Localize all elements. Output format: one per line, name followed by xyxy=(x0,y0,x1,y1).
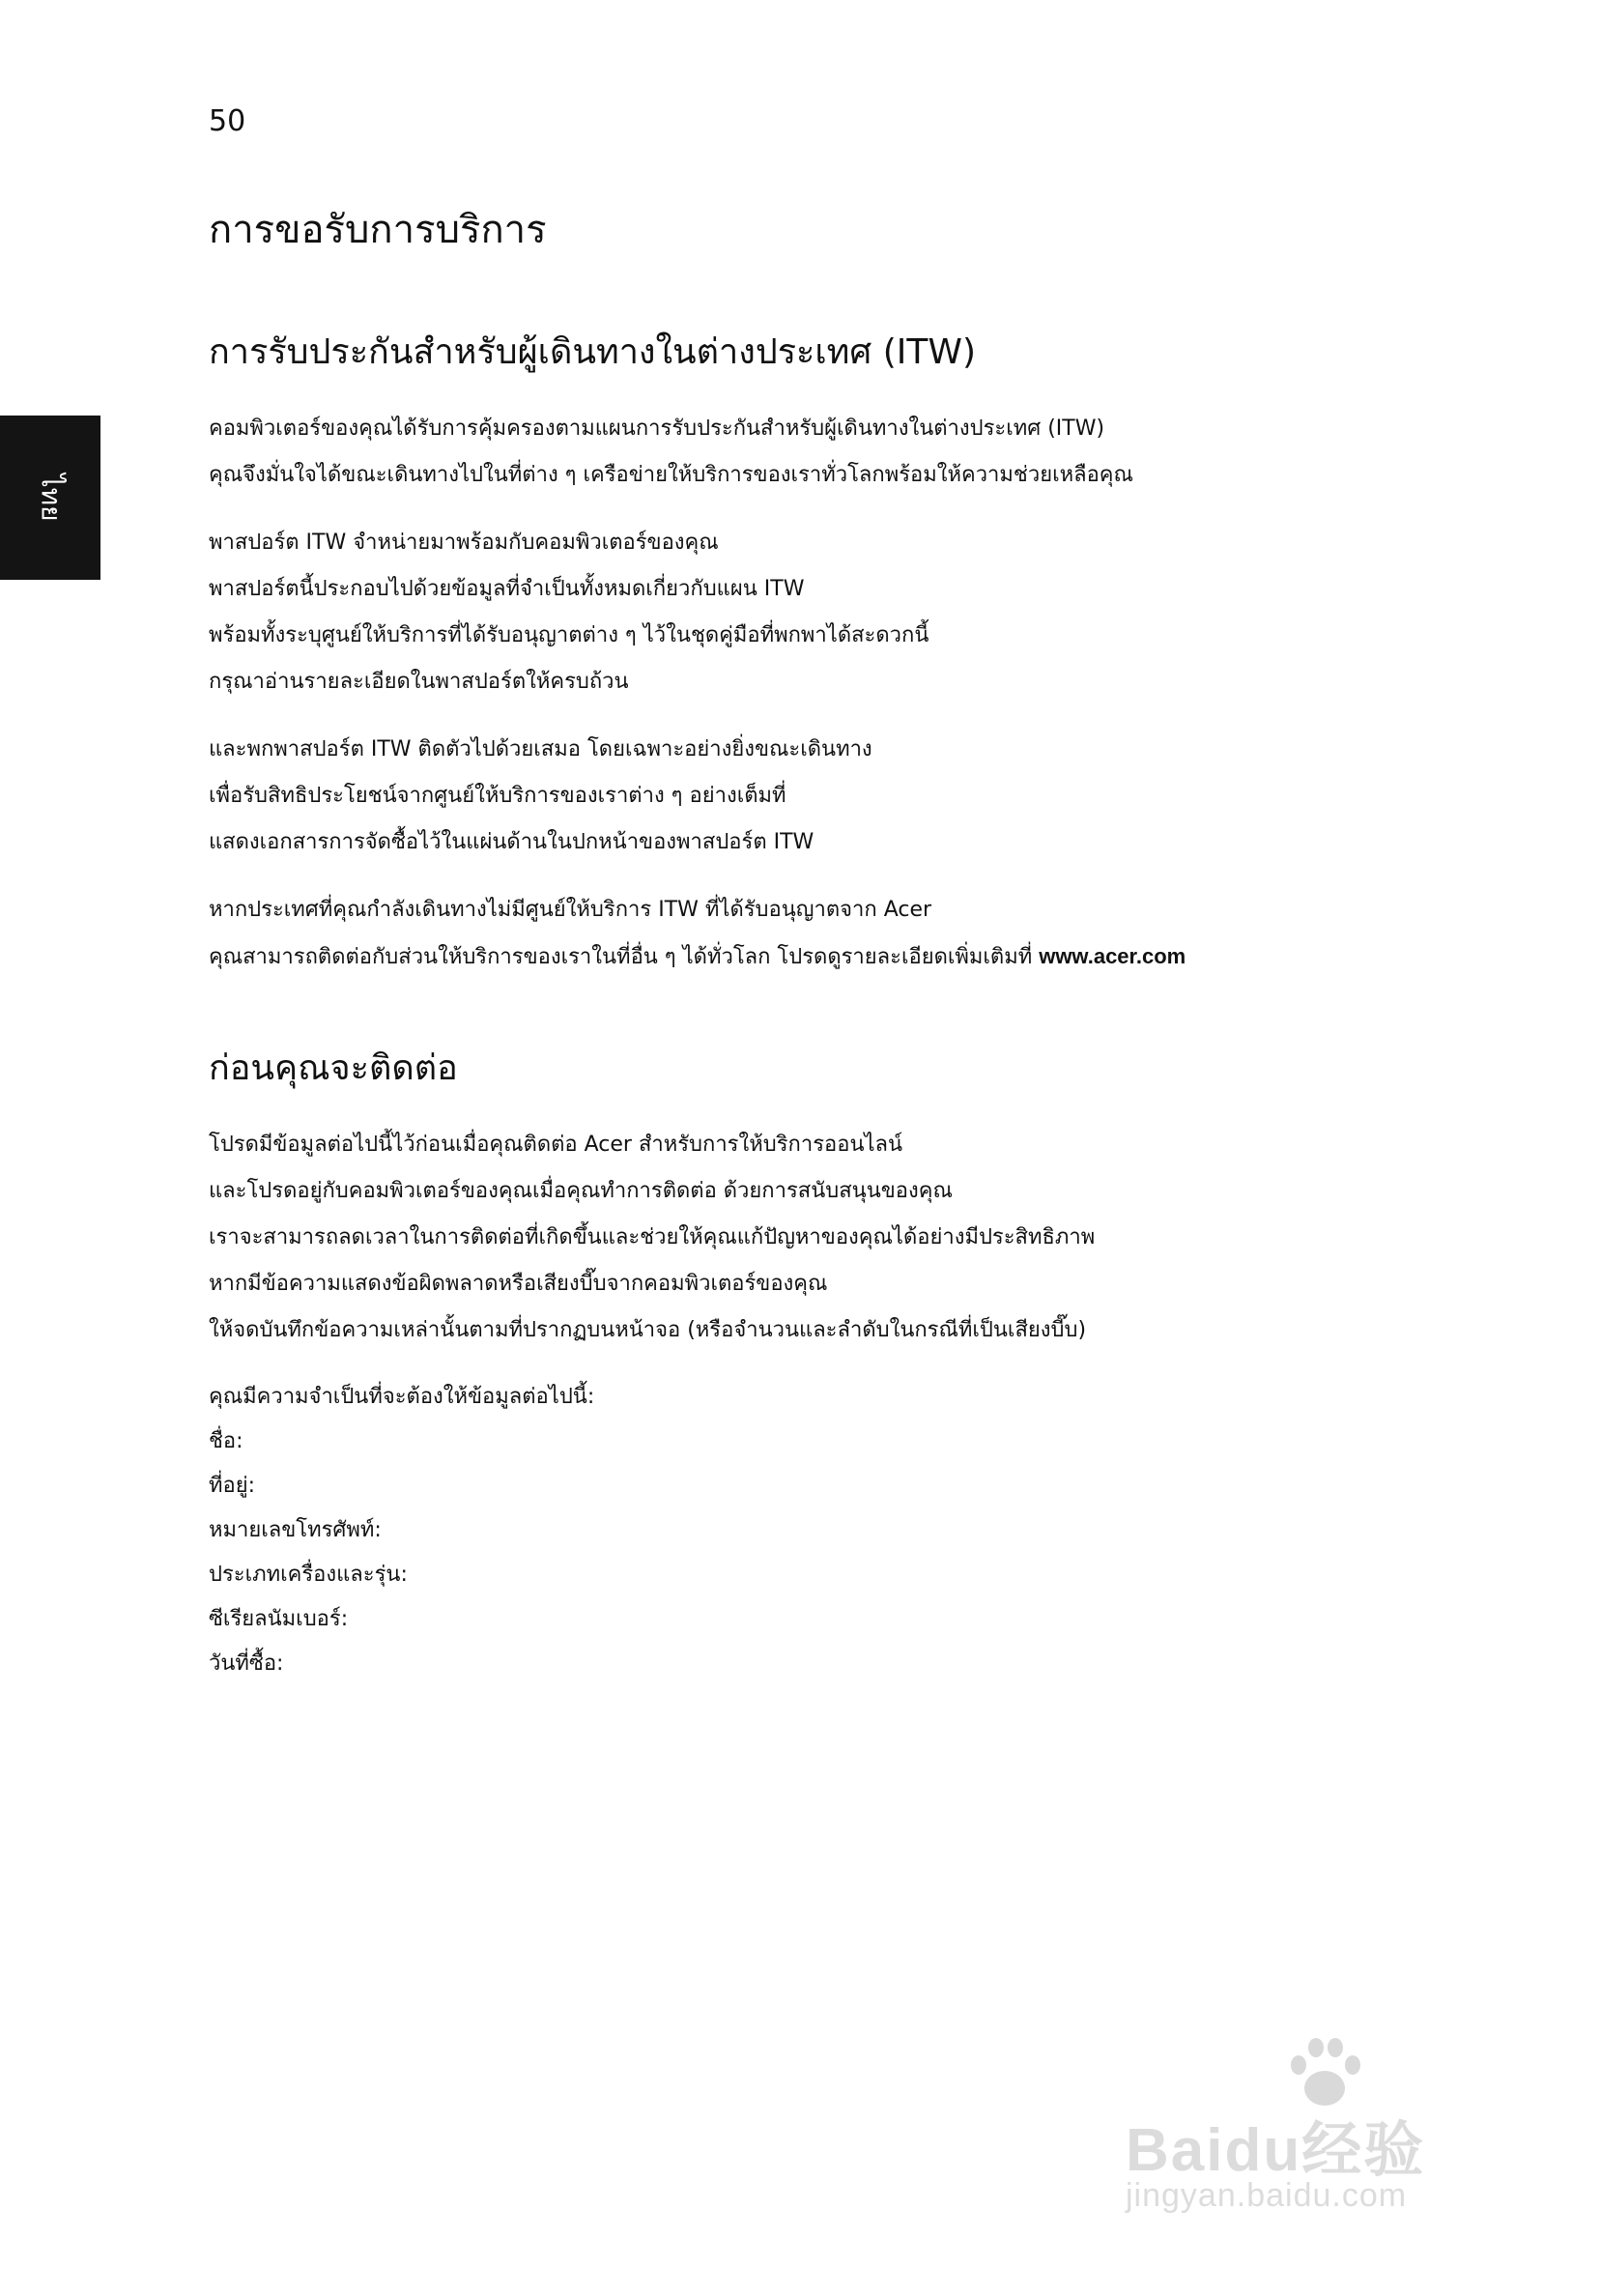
text-line: คุณจึงมั่นใจได้ขณะเดินทางไปในที่ต่าง ๆ เครือข่ายให้บริการของเราทั่วโลกพร้อมให้ความช่วยเหลือคุณ xyxy=(209,463,1133,487)
text-line: เพื่อรับสิทธิประโยชน์จากศูนย์ให้บริการของเราต่าง ๆ อย่างเต็มที่ xyxy=(209,784,786,808)
text-line: หากมีข้อความแสดงข้อผิดพลาดหรือเสียงบี๊บจากคอมพิวเตอร์ของคุณ xyxy=(209,1272,828,1296)
itw-heading: การรับประกันสำหรับผู้เดินทางในต่างประเทศ (ITW) xyxy=(209,332,976,372)
text-line-prefix: คุณสามารถติดต่อกับส่วนให้บริการของเราในที่อื่น ๆ ได้ทั่วโลก โปรดดูรายละเอียดเพิ่มเติมที่ xyxy=(209,945,1040,969)
text-line: และพกพาสปอร์ต ITW ติดตัวไปด้วยเสมอ โดยเฉพาะอย่างยิ่งขณะเดินทาง xyxy=(209,737,872,761)
text-line: หากประเทศที่คุณกำลังเดินทางไม่มีศูนย์ให้บริการ ITW ที่ได้รับอนุญาตจาก Acer xyxy=(209,898,932,922)
page-number: 50 xyxy=(209,104,246,138)
contact-paragraph xyxy=(209,1122,1465,1354)
itw-paragraph-3 xyxy=(209,727,1465,866)
acer-website-link[interactable]: www.acer.com xyxy=(1039,944,1186,968)
field-serial-number: ซีเรียลนัมเบอร์: xyxy=(209,1607,349,1631)
text-line: คอมพิวเตอร์ของคุณได้รับการคุ้มครองตามแผนการรับประกันสำหรับผู้เดินทางในต่างประเทศ (ITW) xyxy=(209,416,1105,441)
text-line: กรุณาอ่านรายละเอียดในพาสปอร์ตให้ครบถ้วน xyxy=(209,670,629,694)
text-line-with-link xyxy=(209,933,1465,981)
field-phone-number: หมายเลขโทรศัพท์: xyxy=(209,1518,382,1542)
page-content xyxy=(209,203,1465,1686)
required-info-list xyxy=(209,1420,1465,1686)
required-info-intro: คุณมีความจำเป็นที่จะต้องให้ข้อมูลต่อไปนี้: xyxy=(209,1385,595,1409)
page-title: การขอรับการบริการ xyxy=(209,208,547,252)
text-line: โปรดมีข้อมูลต่อไปนี้ไว้ก่อนเมื่อคุณติดต่อ Acer สำหรับการให้บริการออนไลน์ xyxy=(209,1133,903,1157)
field-purchase-date: วันที่ซื้อ: xyxy=(209,1651,284,1676)
language-side-tab-label: ไทย xyxy=(34,474,67,522)
baidu-paw-icon xyxy=(1285,2034,1362,2111)
text-line: พาสปอร์ตนี้ประกอบไปด้วยข้อมูลที่จำเป็นทั้งหมดเกี่ยวกับแผน ITW xyxy=(209,577,805,601)
text-line: แสดงเอกสารการจัดซื้อไว้ในแผ่นด้านในปกหน้าของพาสปอร์ต ITW xyxy=(209,830,814,854)
text-line: เราจะสามารถลดเวลาในการติดต่อที่เกิดขึ้นและช่วยให้คุณแก้ปัญหาของคุณได้อย่างมีประสิทธิภาพ xyxy=(209,1225,1096,1249)
field-address: ที่อยู่: xyxy=(209,1474,256,1498)
watermark-brand: Baidu经验 xyxy=(1126,2117,1426,2184)
before-contact-heading: ก่อนคุณจะติดต่อ xyxy=(209,1048,458,1088)
itw-paragraph-2 xyxy=(209,520,1465,705)
text-line: พร้อมทั้งระบุศูนย์ให้บริการที่ได้รับอนุญาตต่าง ๆ ไว้ในชุดคู่มือที่พกพาได้สะดวกนี้ xyxy=(209,623,929,647)
language-side-tab xyxy=(0,416,100,580)
text-line: ให้จดบันทึกข้อความเหล่านั้นตามที่ปรากฏบนหน้าจอ (หรือจำนวนและลำดับในกรณีที่เป็นเสียงบี๊บ) xyxy=(209,1318,1087,1342)
field-name: ชื่อ: xyxy=(209,1429,243,1453)
text-line: และโปรดอยู่กับคอมพิวเตอร์ของคุณเมื่อคุณทำการติดต่อ ด้วยการสนับสนุนของคุณ xyxy=(209,1179,953,1203)
itw-paragraph-1 xyxy=(209,406,1465,499)
watermark-url: jingyan.baidu.com xyxy=(1126,2177,1408,2214)
text-line: พาสปอร์ต ITW จำหน่ายมาพร้อมกับคอมพิวเตอร์ของคุณ xyxy=(209,531,719,555)
field-machine-type-model: ประเภทเครื่องและรุ่น: xyxy=(209,1563,408,1587)
baidu-watermark xyxy=(1126,2034,1531,2227)
itw-paragraph-4 xyxy=(209,887,1465,981)
